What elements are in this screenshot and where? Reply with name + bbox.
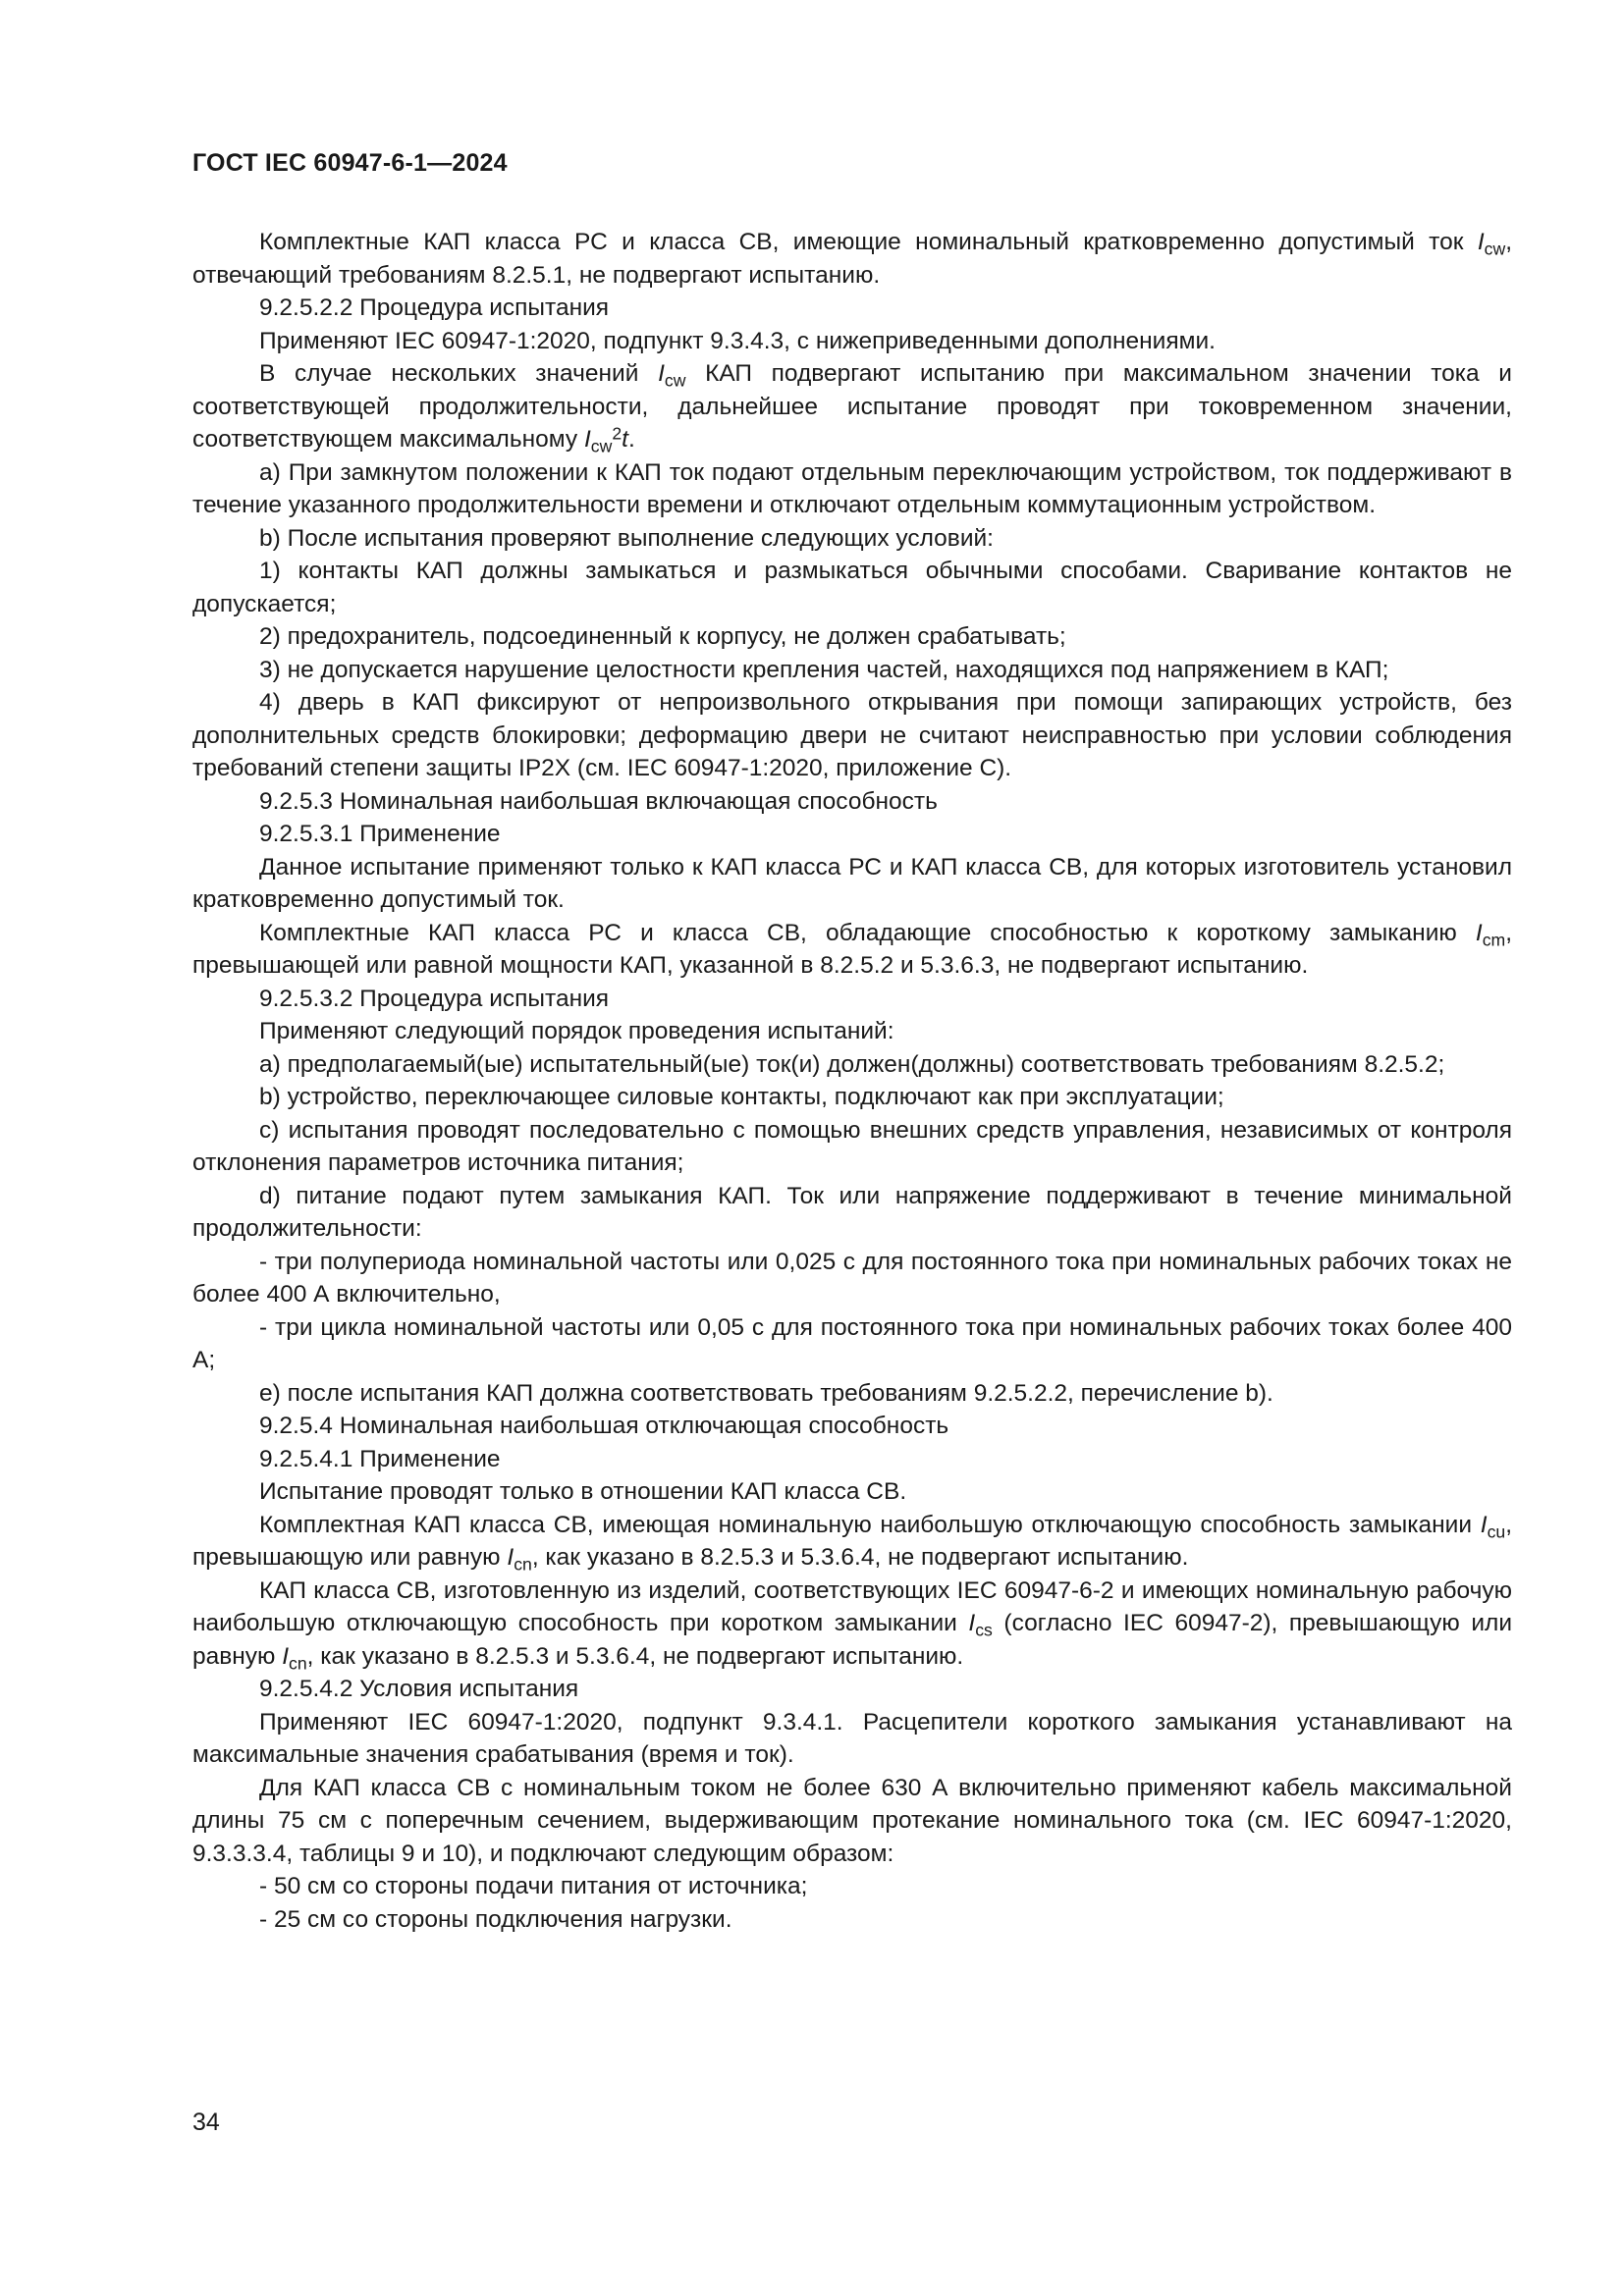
paragraph: Применяют следующий порядок проведения испытаний: xyxy=(259,1018,894,1044)
document-header: ГОСТ IEC 60947-6-1—2024 xyxy=(192,149,508,177)
paragraph: Применяют IEC 60947-1:2020, подпункт 9.3.4.1. Расцепители короткого замыкания устанавливают на максимальные значения срабатывания (время и ток). xyxy=(192,1708,1512,1768)
paragraph: Испытание проводят только в отношении КАП класса СВ. xyxy=(259,1478,907,1505)
section-heading: 9.2.5.4.2 Условия испытания xyxy=(259,1676,579,1702)
dash-item: - 25 см со стороны подключения нагрузки. xyxy=(259,1905,732,1933)
list-item: b) После испытания проверяют выполнение следующих условий: xyxy=(259,524,994,552)
list-item: 1) контакты КАП должны замыкаться и размыкаться обычными способами. Сваривание контактов не допускается; xyxy=(192,558,1512,617)
section-heading: 9.2.5.2.2 Процедура испытания xyxy=(259,294,610,321)
section-heading: 9.2.5.4 Номинальная наибольшая отключающая способность xyxy=(259,1413,949,1439)
list-item: c) испытания проводят последовательно с помощью внешних средств управления, независимых от контроля отклонения параметров источника питания; xyxy=(192,1116,1512,1176)
list-item: а) При замкнутом положении к КАП ток подают отдельным переключающим устройством, ток поддерживают в течение указанного продолжительности времени и отключают отдельным коммутационным устройством. xyxy=(192,458,1512,518)
paragraph: Для КАП класса СВ с номинальным током не более 630 А включительно применяют кабель максимальной длины 75 см с поперечным сечением, выдерживающим протекание номинального тока (см. IEC 60947-1:2020, 9.3.3.3.4, таблицы 9 и 10), и подключают следующим образом: xyxy=(192,1774,1512,1867)
paragraph: КАП класса СВ, изготовленную из изделий, соответствующих IEC 60947-6-2 и имеющих номинальную рабочую наибольшую отключающую способность при коротком замыкании $I_{cs}$ (согласно IEC 60947-2), превышающую или равную $I_{cn}$, как указано в 8.2.5.3 и 5.3.6.4, не подвергают испытанию. xyxy=(192,1576,1513,1674)
document-body xyxy=(192,226,1512,1936)
page-number: 34 xyxy=(192,2109,220,2136)
paragraph: Комплектная КАП класса СВ, имеющая номинальную наибольшую отключающую способность замыкании $I_{cu}$, превышающую или равную $I_{cn}$, как указано в 8.2.5.3 и 5.3.6.4, не подвергают испытанию. xyxy=(192,1511,1512,1575)
paragraph: Данное испытание применяют только к КАП класса РС и КАП класса СВ, для которых изготовитель установил кратковременно допустимый ток. xyxy=(192,853,1512,913)
paragraph: Комплектные КАП класса РС и класса СВ, имеющие номинальный кратковременно допустимый ток $I_{cw}$, отвечающий требованиям 8.2.5.1, не подвергают испытанию. xyxy=(192,229,1512,289)
paragraph: Комплектные КАП класса РС и класса СВ, обладающие способностью к короткому замыканию $I_{cm}$, превышающей или равной мощности КАП, указанной в 8.2.5.2 и 5.3.6.3, не подвергают испытанию. xyxy=(192,919,1512,979)
dash-item: - 50 см со стороны подачи питания от источника; xyxy=(259,1873,808,1899)
section-heading: 9.2.5.3 Номинальная наибольшая включающая способность xyxy=(259,787,938,815)
paragraph: В случае нескольких значений $I_{cw}$ КАП подвергают испытанию при максимальном значении тока и соответствующей продолжительности, дальнейшее испытание проводят при токовременном значении, соответствующем максимальному $I_{cw}^2t$. xyxy=(192,360,1512,456)
list-item: d) питание подают путем замыкания КАП. Ток или напряжение поддерживают в течение минимальной продолжительности: xyxy=(192,1182,1512,1242)
list-item: 3) не допускается нарушение целостности крепления частей, находящихся под напряжением в КАП; xyxy=(259,656,1389,683)
section-heading: 9.2.5.4.1 Применение xyxy=(259,1445,501,1472)
list-item: е) после испытания КАП должна соответствовать требованиям 9.2.5.2.2, перечисление b). xyxy=(259,1379,1273,1407)
dash-item: - три полупериода номинальной частоты или 0,025 с для постоянного тока при номинальных рабочих токах не более 400 А включительно, xyxy=(192,1248,1512,1308)
dash-item: - три цикла номинальной частоты или 0,05 с для постоянного тока при номинальных рабочих токах более 400 А; xyxy=(192,1313,1512,1373)
list-item: 4) дверь в КАП фиксируют от непроизвольного открывания при помощи запирающих устройств, без дополнительных средств блокировки; деформацию двери не считают неисправностью при условии соблюдения требований степени защиты IP2X (см. IEC 60947-1:2020, приложение С). xyxy=(192,689,1512,781)
section-heading: 9.2.5.3.1 Применение xyxy=(259,821,501,847)
paragraph: Применяют IEC 60947-1:2020, подпункт 9.3.4.3, с нижеприведенными дополнениями. xyxy=(259,327,1216,354)
list-item: 2) предохранитель, подсоединенный к корпусу, не должен срабатывать; xyxy=(259,623,1066,650)
list-item: а) предполагаемый(ые) испытательный(ые) ток(и) должен(должны) соответствовать требованиям 8.2.5.2; xyxy=(259,1050,1445,1078)
list-item: b) устройство, переключающее силовые контакты, подключают как при эксплуатации; xyxy=(259,1084,1224,1110)
section-heading: 9.2.5.3.2 Процедура испытания xyxy=(259,985,610,1012)
